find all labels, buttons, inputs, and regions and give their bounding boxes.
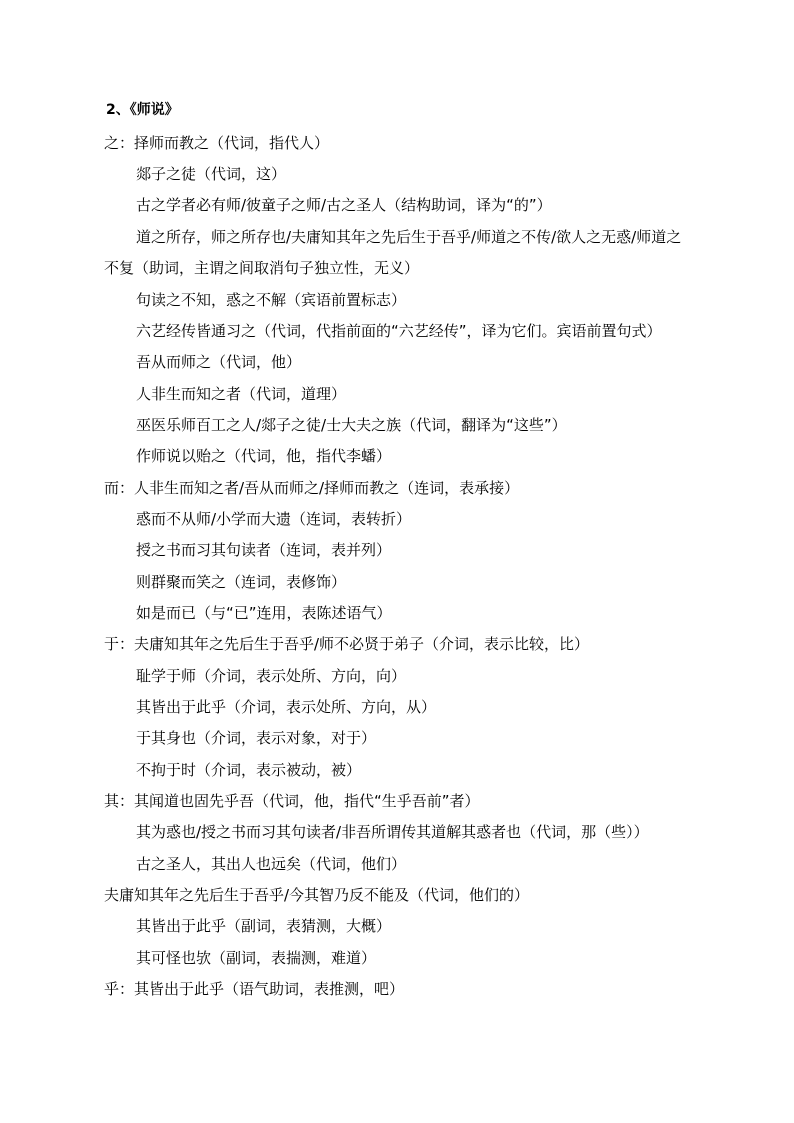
- text-line-zhi-heading: 之：择师而教之（代词，指代人）: [104, 134, 330, 152]
- text-line-hu-heading: 乎：其皆出于此乎（语气助词，表推测，吧）: [104, 980, 405, 998]
- text-line: 惑而不从师/小学而大遗（连词，表转折）: [136, 510, 412, 528]
- text-line: 耻学于师（介词，表示处所、方向，向）: [136, 667, 407, 685]
- text-line: 六艺经传皆通习之（代词，代指前面的“六艺经传”，译为它们。宾语前置句式）: [136, 322, 662, 340]
- text-line: 郯子之徒（代词，这）: [136, 165, 287, 183]
- text-line: 吾从而师之（代词，他）: [136, 353, 302, 371]
- text-line: 道之所存，师之所存也/夫庸知其年之先后生于吾乎/师道之不传/欲人之无惑/师道之: [136, 228, 682, 246]
- text-line: 则群聚而笑之（连词，表修饰）: [136, 573, 347, 591]
- text-line-yu-heading: 于：夫庸知其年之先后生于吾乎/师不必贤于弟子（介词，表示比较，比）: [104, 635, 590, 653]
- text-line: 其可怪也欤（副词，表揣测，难道）: [136, 949, 377, 967]
- text-line: 于其身也（介词，表示对象，对于）: [136, 729, 377, 747]
- text-line: 其皆出于此乎（副词，表猜测，大概）: [136, 917, 392, 935]
- text-line: 如是而已（与“已”连用，表陈述语气）: [136, 604, 392, 622]
- text-line: 人非生而知之者（代词，道理）: [136, 385, 347, 403]
- text-line: 巫医乐师百工之人/郯子之徒/士大夫之族（代词，翻译为“这些”）: [136, 416, 567, 434]
- text-line: 句读之不知，惑之不解（宾语前置标志）: [136, 291, 407, 309]
- text-line: 不拘于时（介词，表示被动，被）: [136, 761, 362, 779]
- text-line: 其皆出于此乎（介词，表示处所、方向，从）: [136, 698, 437, 716]
- text-line-er-heading: 而：人非生而知之者/吾从而师之/择师而教之（连词，表承接）: [104, 479, 520, 497]
- text-line-qi-heading: 其：其闻道也固先乎吾（代词，他，指代“生乎吾前”者）: [104, 792, 480, 810]
- text-line: 作师说以贻之（代词，他，指代李蟠）: [136, 447, 392, 465]
- section-title: 2、《师说》: [106, 102, 179, 118]
- text-line: 其为惑也/授之书而习其句读者/非吾所谓传其道解其惑者也（代词，那（些））: [136, 823, 649, 841]
- text-line-wrapped: 不复（助词，主谓之间取消句子独立性，无义）: [104, 259, 420, 277]
- text-line: 夫庸知其年之先后生于吾乎/今其智乃反不能及（代词，他们的）: [104, 886, 530, 904]
- text-line: 古之圣人，其出人也远矣（代词，他们）: [136, 855, 407, 873]
- text-line: 古之学者必有师/彼童子之师/古之圣人（结构助词，译为“的”）: [136, 196, 552, 214]
- text-line: 授之书而习其句读者（连词，表并列）: [136, 541, 392, 559]
